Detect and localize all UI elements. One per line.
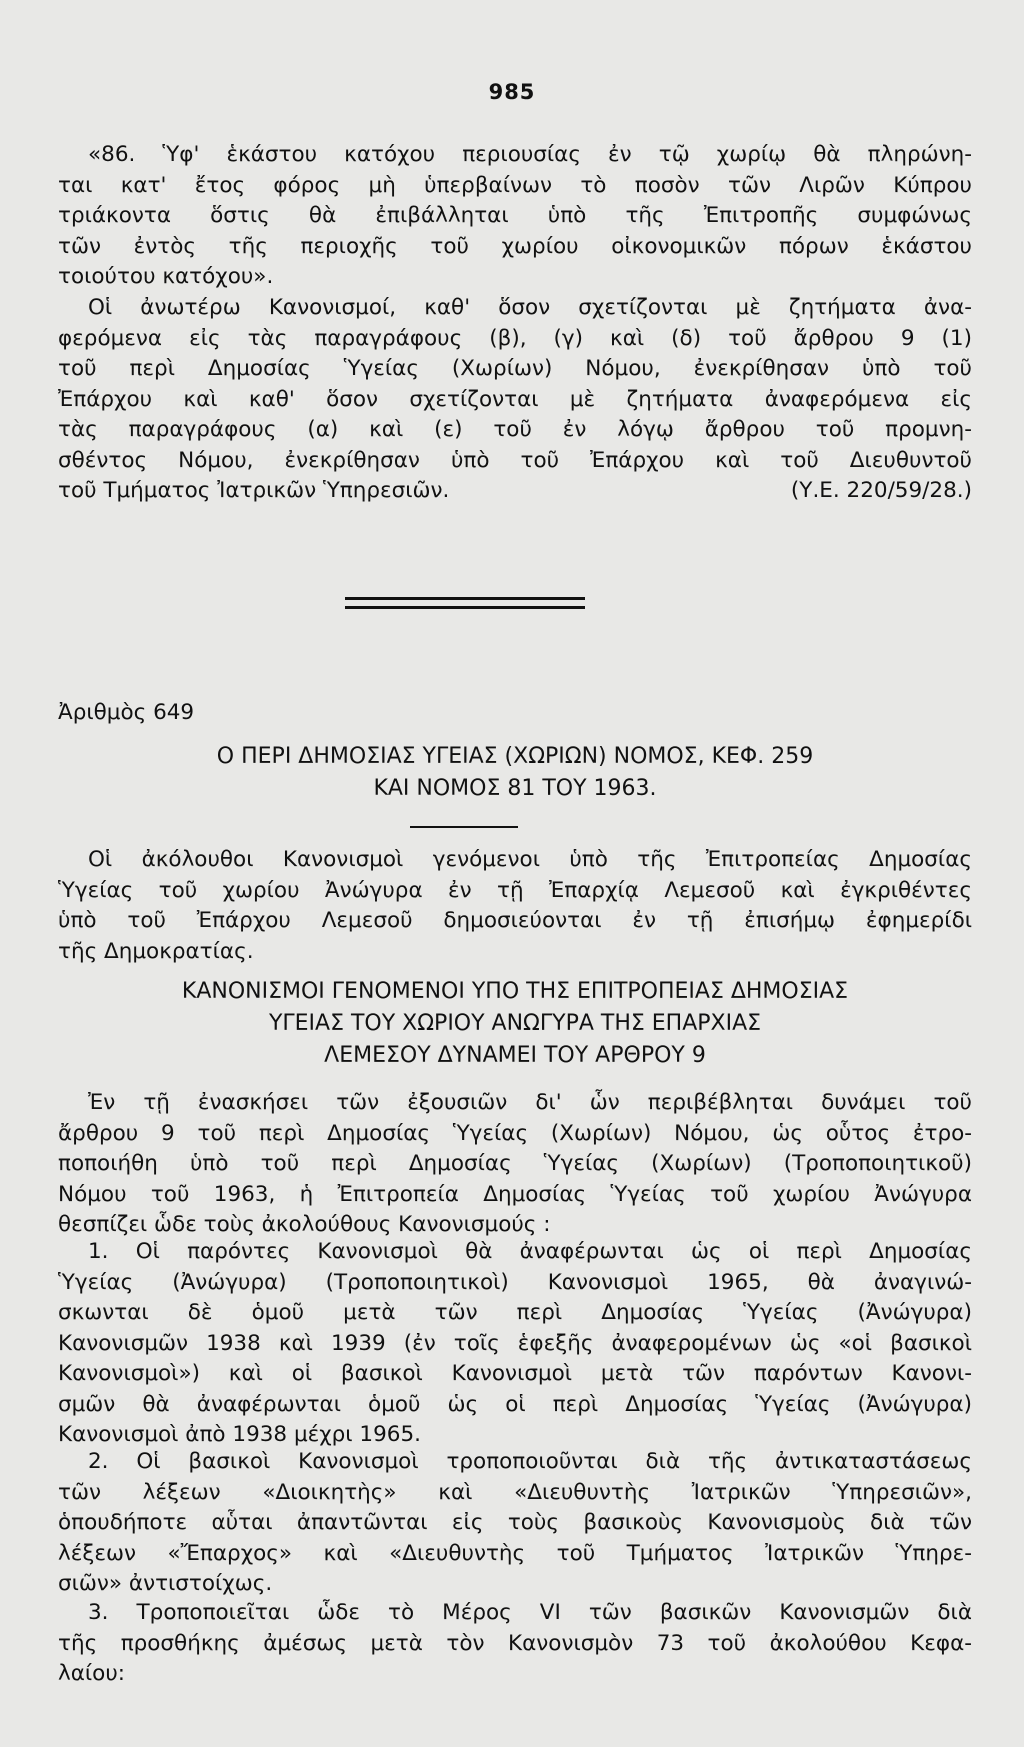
notice-number bbox=[58, 698, 972, 729]
text-line: 2. Οἱ βασικοὶ Κανονισμοὶ τροποποιοῦνται διὰ τῆς ἀντικαταστάσεως bbox=[88, 1449, 972, 1474]
text-line: Κανονισμῶν 1938 καὶ 1939 (ἐν τοῖς ἑφεξῆς ἀναφερομένων ὡς «οἱ βασικοὶ bbox=[58, 1330, 972, 1356]
text-line: ὑπὸ τοῦ Ἐπάρχου Λεμεσοῦ δημοσιεύονται ἐν τῇ ἐπισήμῳ ἐφημερίδι bbox=[58, 908, 972, 933]
heading-line: ΛΕΜΕΣΟΥ ΔΥΝΑΜΕΙ ΤΟΥ ΑΡΘΡΟΥ 9 bbox=[324, 1043, 706, 1068]
text-line: τριάκοντα ὅστις θὰ ἐπιβάλληται ὑπὸ τῆς Ἐπιτροπῆς συμφώνως bbox=[58, 203, 972, 228]
text-line: 1. Οἱ παρόντες Κανονισμοὶ θὰ ἀναφέρωνται ὡς οἱ περὶ Δημοσίας bbox=[88, 1239, 972, 1264]
heading-line: ΥΓΕΙΑΣ ΤΟΥ ΧΩΡΙΟΥ ΑΝΩΓΥΡΑ ΤΗΣ ΕΠΑΡΧΙΑΣ bbox=[268, 1011, 762, 1036]
page-number: 985 bbox=[488, 80, 536, 104]
text-line: Ὑγείας τοῦ χωρίου Ἀνώγυρα ἐν τῇ Ἐπαρχίᾳ Λεμεσοῦ καὶ ἐγκριθέντες bbox=[58, 877, 972, 903]
text-line: θεσπίζει ὧδε τοὺς ἀκολούθους Κανονισμούς : bbox=[58, 1212, 551, 1237]
text-line: τοῦ περὶ Δημοσίας Ὑγείας (Χωρίων) Νόμου, ἐνεκρίθησαν ὑπὸ τοῦ bbox=[58, 356, 972, 381]
law-title-line: Ο ΠΕΡΙ ΔΗΜΟΣΙΑΣ ΥΓΕΙΑΣ (ΧΩΡΙΩΝ) ΝΟΜΟΣ, ΚΕΦ. 259 bbox=[216, 744, 814, 769]
text-line: ὁπουδήποτε αὗται ἀπαντῶνται εἰς τοὺς βασικοὺς Κανονισμοὺς διὰ τῶν bbox=[58, 1510, 972, 1535]
approval-reference: (Υ.Ε. 220/59/28.) bbox=[790, 478, 972, 503]
separator-rule-top bbox=[345, 597, 585, 600]
approval-last-line-text: τοῦ Τμήματος Ἰατρικῶν Ὑπηρεσιῶν. bbox=[58, 478, 450, 503]
text-line: ται κατ' ἔτος φόρος μὴ ὑπερβαίνων τὸ ποσὸν τῶν Λιρῶν Κύπρου bbox=[58, 172, 972, 198]
heading-line: ΚΑΝΟΝΙΣΜΟΙ ΓΕΝΟΜΕΝΟΙ ΥΠΟ ΤΗΣ ΕΠΙΤΡΟΠΕΙΑΣ ΔΗΜΟΣΙΑΣ bbox=[181, 979, 849, 1004]
text-line: φερόμενα εἰς τὰς παραγράφους (β), (γ) καὶ (δ) τοῦ ἄρθρου 9 (1) bbox=[58, 325, 972, 351]
text-line: σιῶν» ἀντιστοίχως. bbox=[58, 1571, 273, 1596]
section-2 bbox=[58, 1447, 972, 1600]
approval-last-line bbox=[58, 476, 972, 507]
text-line: σμῶν θὰ ἀναφέρωνται ὁμοῦ ὡς οἱ περὶ Δημοσίας Ὑγείας (Ἀνώγυρα) bbox=[58, 1391, 972, 1417]
law-title-line: ΚΑΙ ΝΟΜΟΣ 81 ΤΟΥ 1963. bbox=[373, 776, 657, 801]
publication-paragraph bbox=[58, 845, 972, 967]
text-line: Νόμου τοῦ 1963, ἡ Ἐπιτροπεία Δημοσίας Ὑγείας τοῦ χωρίου Ἀνώγυρα bbox=[58, 1181, 972, 1207]
text-line: σθέντος Νόμου, ἐνεκρίθησαν ὑπὸ τοῦ Ἐπάρχου καὶ τοῦ Διευθυντοῦ bbox=[58, 447, 972, 473]
text-line: Ὑγείας (Ἀνώγυρα) (Τροποποιητικοὶ) Κανονισμοὶ 1965, θὰ ἀναγινώ- bbox=[58, 1269, 972, 1295]
text-line: Ἐπάρχου καὶ καθ' ὅσον σχετίζονται μὲ ζητήματα ἀναφερόμενα εἰς bbox=[58, 386, 972, 412]
text-line: Ἐν τῇ ἐνασκήσει τῶν ἐξουσιῶν δι' ὧν περιβέβληται δυνάμει τοῦ bbox=[88, 1090, 972, 1115]
quote-paragraph bbox=[58, 140, 972, 293]
text-line: τῶν λέξεων «Διοικητὴς» καὶ «Διευθυντὴς Ἰατρικῶν Ὑπηρεσιῶν», bbox=[58, 1479, 972, 1505]
text-line: Κανονισμοὶ ἀπὸ 1938 μέχρι 1965. bbox=[58, 1422, 421, 1447]
text-line: τοιούτου κατόχου». bbox=[58, 264, 274, 289]
approval-paragraph bbox=[58, 293, 972, 507]
text-line: ἄρθρου 9 τοῦ περὶ Δημοσίας Ὑγείας (Χωρίων) Νόμου, ὡς οὗτος ἐτρο- bbox=[58, 1120, 972, 1146]
text-line: σκωνται δὲ ὁμοῦ μετὰ τῶν περὶ Δημοσίας Ὑγείας (Ἀνώγυρα) bbox=[58, 1300, 972, 1325]
text-line: «86. Ὑφ' ἑκάστου κατόχου περιουσίας ἐν τῷ χωρίῳ θὰ πληρώνη- bbox=[88, 142, 972, 167]
text-line: 3. Τροποποιεῖται ὧδε τὸ Μέρος VI τῶν βασικῶν Κανονισμῶν διὰ bbox=[88, 1600, 972, 1625]
section-1 bbox=[58, 1237, 972, 1451]
section-3 bbox=[58, 1598, 972, 1690]
text-line: Οἱ ἀκόλουθοι Κανονισμοὶ γενόμενοι ὑπὸ τῆς Ἐπιτροπείας Δημοσίας bbox=[88, 847, 972, 872]
text-line: Κανονισμοὶ») καὶ οἱ βασικοὶ Κανονισμοὶ μετὰ τῶν παρόντων Κανονι- bbox=[58, 1361, 972, 1386]
number-label: Ἀριθμὸς 649 bbox=[58, 700, 195, 725]
text-line: λέξεων «Ἔπαρχος» καὶ «Διευθυντὴς τοῦ Τμήματος Ἰατρικῶν Ὑπηρε- bbox=[58, 1540, 972, 1566]
regulations-heading bbox=[58, 976, 972, 1072]
text-line: Οἱ ἀνωτέρω Κανονισμοί, καθ' ὅσον σχετίζονται μὲ ζητήματα ἀνα- bbox=[88, 295, 972, 320]
text-line: τῆς προσθήκης ἀμέσως μετὰ τὸν Κανονισμὸν 73 τοῦ ἀκολούθου Κεφα- bbox=[58, 1630, 972, 1656]
text-line: ποποιήθη ὑπὸ τοῦ περὶ Δημοσίας Ὑγείας (Χωρίων) (Τροποποιητικοῦ) bbox=[58, 1151, 972, 1176]
text-line: τὰς παραγράφους (α) καὶ (ε) τοῦ ἐν λόγῳ ἄρθρου τοῦ προμνη- bbox=[58, 417, 972, 442]
text-line: τῆς Δημοκρατίας. bbox=[58, 938, 254, 964]
title-underline bbox=[410, 826, 518, 828]
text-line: λαίου: bbox=[58, 1661, 126, 1686]
preamble-paragraph bbox=[58, 1088, 972, 1241]
text-line: τῶν ἐντὸς τῆς περιοχῆς τοῦ χωρίου οἰκονομικῶν πόρων ἑκάστου bbox=[58, 233, 972, 259]
separator-rule-bottom bbox=[345, 606, 585, 609]
law-title bbox=[58, 741, 972, 805]
